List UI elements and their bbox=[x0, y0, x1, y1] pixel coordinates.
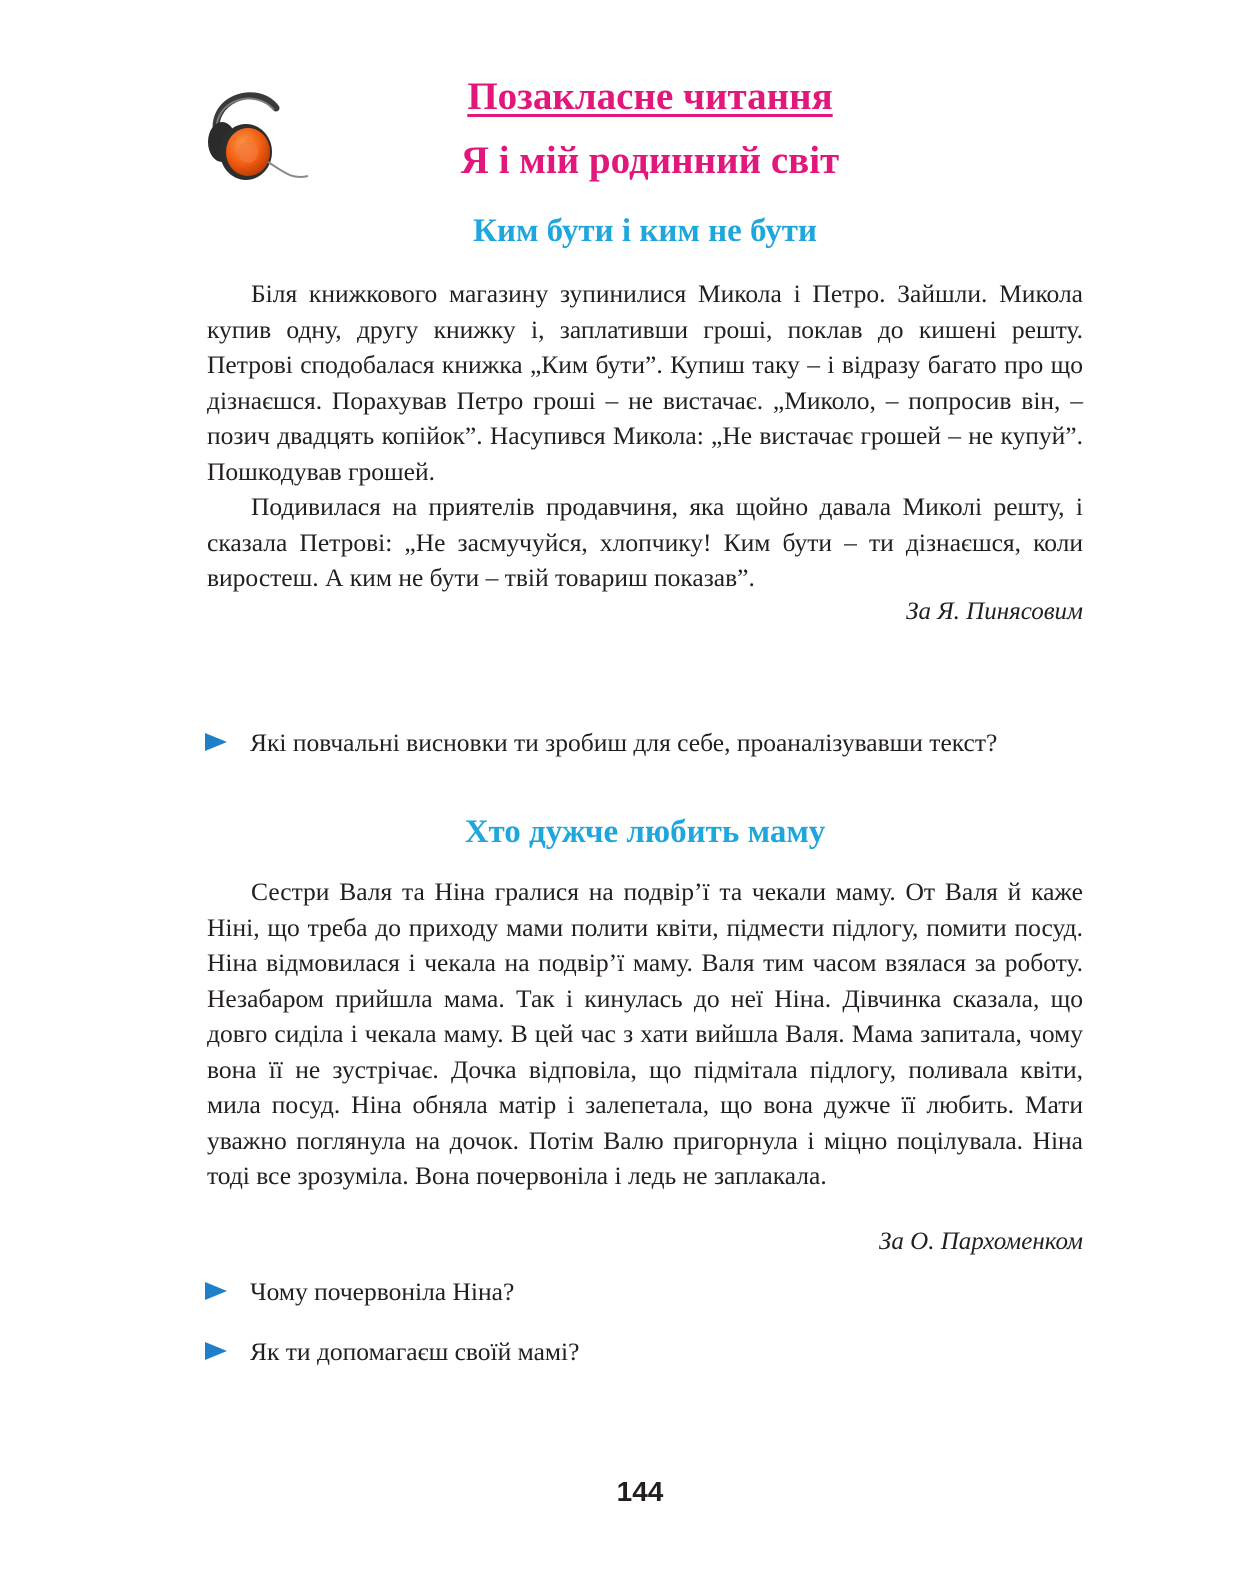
question-item bbox=[205, 1274, 1083, 1310]
story-text bbox=[207, 276, 1083, 596]
play-arrow-icon bbox=[205, 733, 227, 751]
section-title: Позакласне читання bbox=[467, 75, 833, 118]
paragraph: Подивилася на приятелів продавчиня, яка щойно давала Миколі решту, і сказала Петрові: „Не засмучуйся, хлопчику! Ким бути – ти дізнаєшся, коли виростеш. А ким не бути – твій товариш показав”. bbox=[207, 492, 1083, 592]
theme-title: Я і мій родинний світ bbox=[460, 139, 840, 182]
question-text: Чому почервоніла Ніна? bbox=[250, 1277, 515, 1306]
play-arrow-icon bbox=[205, 1282, 227, 1300]
question-text: Які повчальні висновки ти зробиш для себе, проаналізувавши текст? bbox=[250, 728, 998, 757]
question-item bbox=[205, 725, 1083, 761]
author-attribution: За О. Пархоменком bbox=[879, 1228, 1083, 1255]
story-text bbox=[207, 874, 1083, 1194]
play-arrow-icon bbox=[205, 1342, 227, 1360]
author-attribution: За Я. Пинясовим bbox=[906, 598, 1083, 625]
page-number: 144 bbox=[616, 1476, 664, 1507]
question-item bbox=[205, 1334, 1083, 1370]
question-text: Як ти допомагаєш своїй мамі? bbox=[250, 1337, 580, 1366]
paragraph: Сестри Валя та Ніна гралися на подвір’ї та чекали маму. От Валя й каже Ніні, що треба до приходу мами полити квіти, підмести підлогу, помити посуд. Ніна відмовилася і чекала на подвір’ї маму. Валя тим часом взялася за роботу. Незабаром прийшла мама. Так і кинулась до неї Ніна. Дівчинка сказала, що довго сиділа і чекала маму. В цей час з хати вийшла Валя. Мама запитала, чому вона її не зустрічає. Дочка відповіла, що підмітала підлогу, поливала квіти, мила посуд. Ніна обняла матір і залепетала, що вона дужче її любить. Мати уважно поглянула на дочок. Потім Валю пригорнула і міцно поцілувала. Ніна тоді все зрозуміла. Вона почервоніла і ледь не заплакала. bbox=[207, 877, 1083, 1190]
story-title: Ким бути і ким не бути bbox=[473, 213, 817, 249]
headphones-icon bbox=[196, 80, 312, 188]
paragraph: Біля книжкового магазину зупинилися Микола і Петро. Зайшли. Микола купив одну, другу книжку і, заплативши гроші, поклав до кишені решту. Петрові сподобалася книжка „Ким бути”. Купиш таку – і відразу багато про що дізнаєшся. Порахував Петро гроші – не вистачає. „Миколо, – попросив він, – позич двадцять копійок”. Насупився Микола: „Не вистачає грошей – не купуй”. Пошкодував грошей. bbox=[207, 279, 1083, 486]
story-title: Хто дужче любить маму bbox=[464, 814, 826, 850]
